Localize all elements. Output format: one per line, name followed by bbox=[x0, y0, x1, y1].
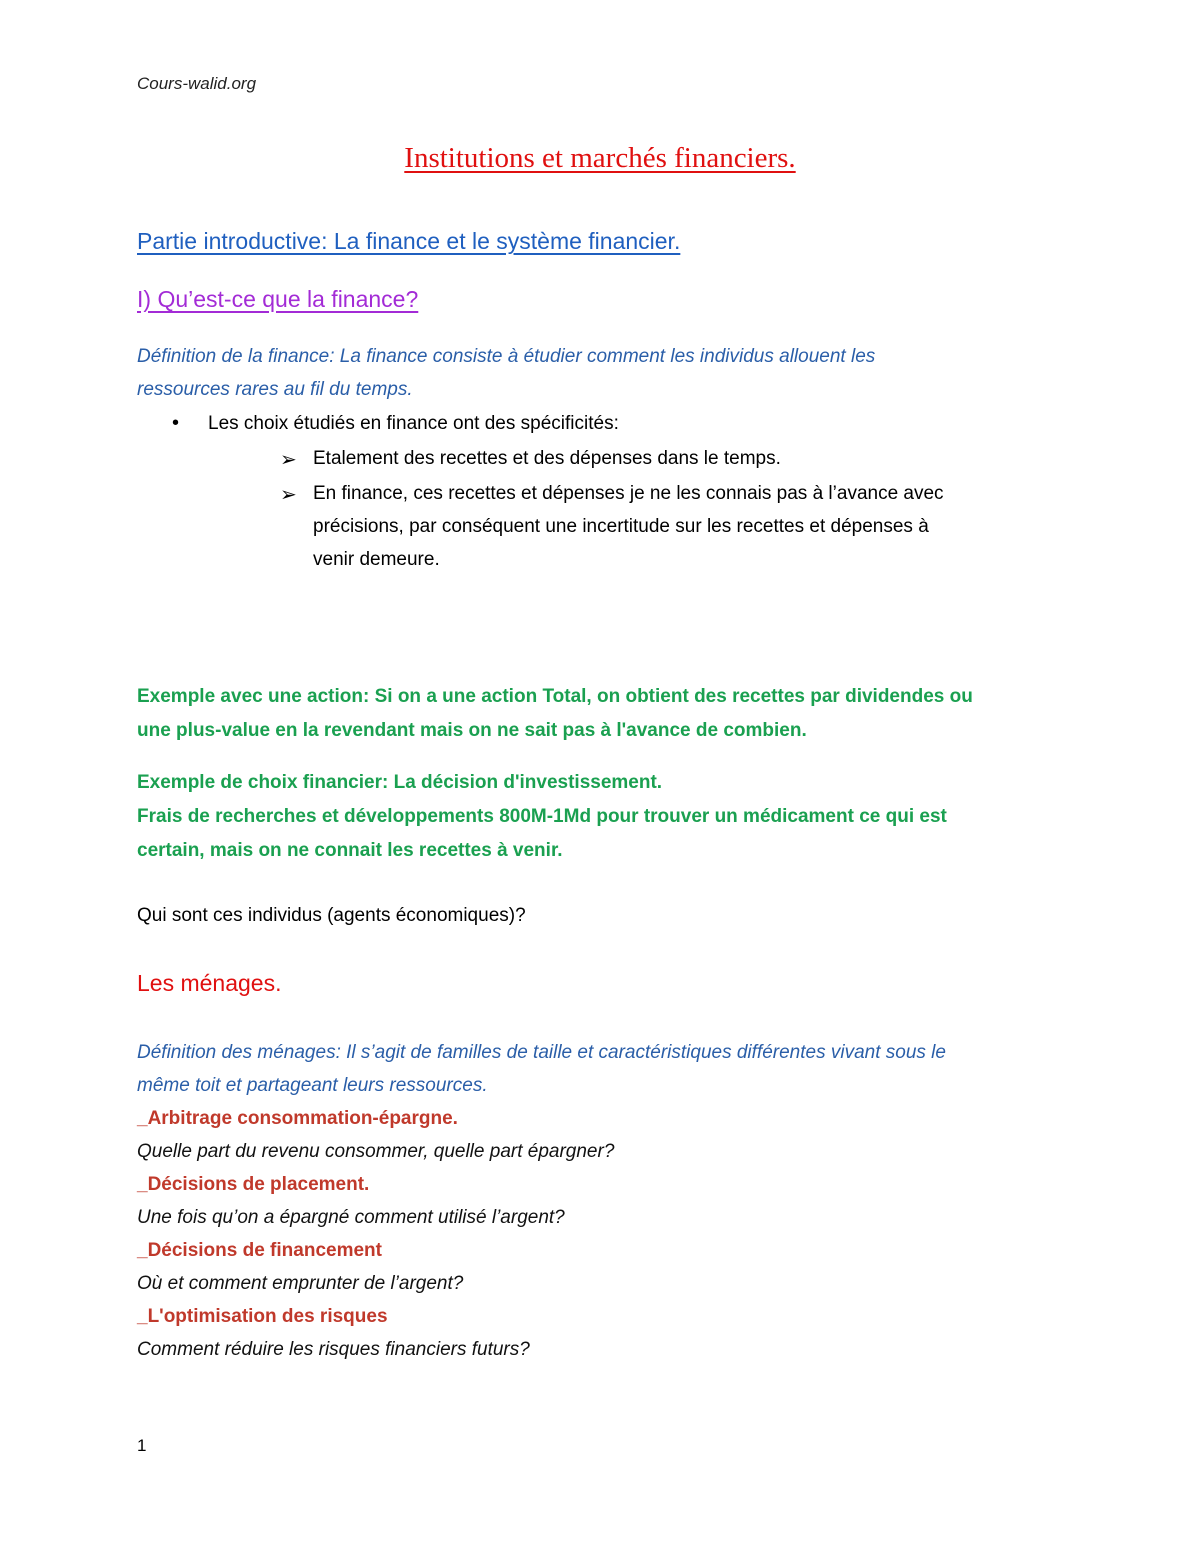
menages-definition-line1: Définition des ménages: Il s’agit de familles de taille et caractéristiques différentes vivant sous le bbox=[137, 1042, 946, 1063]
arrow-bullet-icon: ➢ bbox=[280, 449, 297, 471]
menages-item-label: _Décisions de financement bbox=[137, 1240, 382, 1261]
bullet-text: Les choix étudiés en finance ont des spécificités: bbox=[208, 413, 619, 434]
menages-item-question: Une fois qu’on a épargné comment utilisé l’argent? bbox=[137, 1207, 565, 1228]
header-site-name: Cours-walid.org bbox=[137, 74, 257, 93]
menages-item-label: _Décisions de placement. bbox=[137, 1174, 370, 1195]
example-action-line1: Exemple avec une action: Si on a une action Total, on obtient des recettes par dividendes ou bbox=[137, 686, 973, 707]
menages-item-question: Où et comment emprunter de l’argent? bbox=[137, 1273, 464, 1294]
menages-item-label: _Arbitrage consommation-épargne. bbox=[137, 1108, 458, 1129]
bullet-icon: • bbox=[172, 412, 180, 434]
menages-definition-line2: même toit et partageant leurs ressources. bbox=[137, 1075, 488, 1096]
menages-item-question: Comment réduire les risques financiers futurs? bbox=[137, 1339, 530, 1360]
sub-bullet-2-line2: précisions, par conséquent une incertitude sur les recettes et dépenses à bbox=[313, 516, 929, 537]
sub-bullet-2-line1: En finance, ces recettes et dépenses je ne les connais pas à l’avance avec bbox=[313, 483, 944, 504]
example-choice-line2: Frais de recherches et développements 800M-1Md pour trouver un médicament ce qui est bbox=[137, 806, 947, 827]
example-choice-line1: Exemple de choix financier: La décision d'investissement. bbox=[137, 772, 663, 793]
finance-definition-line2: ressources rares au fil du temps. bbox=[137, 379, 413, 400]
finance-definition-line1: Définition de la finance: La finance consiste à étudier comment les individus allouent les bbox=[137, 346, 876, 367]
sub-bullet-1: Etalement des recettes et des dépenses dans le temps. bbox=[313, 448, 781, 469]
agents-question: Qui sont ces individus (agents économiques)? bbox=[137, 905, 526, 926]
page-number: 1 bbox=[137, 1436, 147, 1455]
part-title: Partie introductive: La finance et le système financier. bbox=[137, 228, 681, 254]
menages-item-label: _L'optimisation des risques bbox=[137, 1306, 388, 1327]
sub-bullet-2-line3: venir demeure. bbox=[313, 549, 440, 570]
document-title: Institutions et marchés financiers. bbox=[404, 142, 796, 174]
menages-item-question: Quelle part du revenu consommer, quelle part épargner? bbox=[137, 1141, 615, 1162]
arrow-bullet-icon: ➢ bbox=[280, 484, 297, 506]
example-action-line2: une plus-value en la revendant mais on ne sait pas à l'avance de combien. bbox=[137, 720, 807, 741]
example-choice-line3: certain, mais on ne connait les recettes à venir. bbox=[137, 840, 563, 861]
menages-heading: Les ménages. bbox=[137, 970, 282, 996]
section-title: I) Qu’est-ce que la finance? bbox=[137, 286, 419, 312]
